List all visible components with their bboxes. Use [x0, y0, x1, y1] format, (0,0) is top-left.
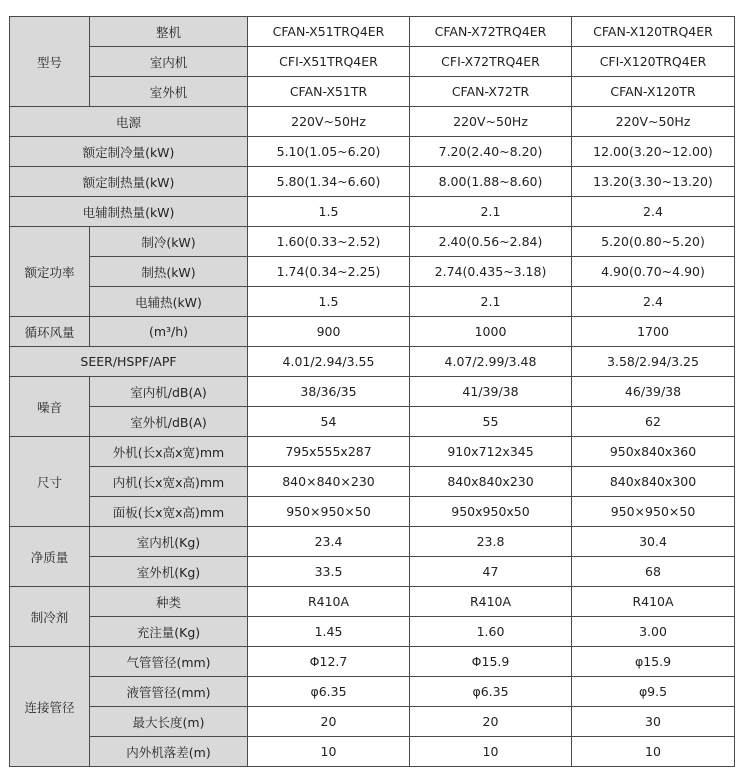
value-cell: 840×840×230	[248, 467, 410, 497]
value-cell: 23.4	[248, 527, 410, 557]
row-label: 制冷(kW)	[90, 227, 248, 257]
value-cell: 1.5	[248, 287, 410, 317]
value-cell: CFAN-X72TR	[410, 77, 572, 107]
value-cell: 840x840x230	[410, 467, 572, 497]
value-cell: CFI-X120TRQ4ER	[572, 47, 735, 77]
value-cell: φ6.35	[248, 677, 410, 707]
group-label: 制冷剂	[10, 587, 90, 647]
value-cell: 8.00(1.88~8.60)	[410, 167, 572, 197]
row-label: 整机	[90, 17, 248, 47]
value-cell: 2.4	[572, 287, 735, 317]
value-cell: 220V~50Hz	[248, 107, 410, 137]
value-cell: 950x950x50	[410, 497, 572, 527]
row-label: 电辅制热量(kW)	[10, 197, 248, 227]
value-cell: R410A	[572, 587, 735, 617]
row-label: 内机(长x宽x高)mm	[90, 467, 248, 497]
row-label: 电辅热(kW)	[90, 287, 248, 317]
value-cell: 840x840x300	[572, 467, 735, 497]
row-label: SEER/HSPF/APF	[10, 347, 248, 377]
value-cell: 2.1	[410, 287, 572, 317]
value-cell: 2.40(0.56~2.84)	[410, 227, 572, 257]
row-label: 液管管径(mm)	[90, 677, 248, 707]
value-cell: 7.20(2.40~8.20)	[410, 137, 572, 167]
table-row	[10, 467, 735, 497]
group-label: 循环风量	[10, 317, 90, 347]
table-row	[10, 527, 735, 557]
value-cell: 220V~50Hz	[572, 107, 735, 137]
group-label: 净质量	[10, 527, 90, 587]
value-cell: 46/39/38	[572, 377, 735, 407]
group-label: 连接管径	[10, 647, 90, 767]
value-cell: 10	[572, 737, 735, 767]
value-cell: 47	[410, 557, 572, 587]
row-label: 额定制冷量(kW)	[10, 137, 248, 167]
row-label: 气管管径(mm)	[90, 647, 248, 677]
value-cell: 5.20(0.80~5.20)	[572, 227, 735, 257]
spec-table-body	[10, 17, 735, 767]
value-cell: 30.4	[572, 527, 735, 557]
table-row	[10, 647, 735, 677]
value-cell: 10	[248, 737, 410, 767]
table-row	[10, 137, 735, 167]
value-cell: 12.00(3.20~12.00)	[572, 137, 735, 167]
table-row	[10, 257, 735, 287]
value-cell: 38/36/35	[248, 377, 410, 407]
value-cell: 62	[572, 407, 735, 437]
value-cell: 5.10(1.05~6.20)	[248, 137, 410, 167]
value-cell: 3.58/2.94/3.25	[572, 347, 735, 377]
value-cell: 950x840x360	[572, 437, 735, 467]
table-row	[10, 677, 735, 707]
value-cell: 1.45	[248, 617, 410, 647]
value-cell: 55	[410, 407, 572, 437]
table-row	[10, 737, 735, 767]
value-cell: φ15.9	[572, 647, 735, 677]
row-label: 室内机	[90, 47, 248, 77]
value-cell: 41/39/38	[410, 377, 572, 407]
table-row	[10, 437, 735, 467]
value-cell: 950×950×50	[248, 497, 410, 527]
value-cell: 10	[410, 737, 572, 767]
group-label: 型号	[10, 17, 90, 107]
value-cell: CFI-X51TRQ4ER	[248, 47, 410, 77]
table-row	[10, 497, 735, 527]
value-cell: R410A	[248, 587, 410, 617]
value-cell: 4.90(0.70~4.90)	[572, 257, 735, 287]
value-cell: 13.20(3.30~13.20)	[572, 167, 735, 197]
table-row	[10, 47, 735, 77]
value-cell: CFAN-X120TR	[572, 77, 735, 107]
value-cell: Φ12.7	[248, 647, 410, 677]
value-cell: 1000	[410, 317, 572, 347]
table-row	[10, 107, 735, 137]
value-cell: CFAN-X72TRQ4ER	[410, 17, 572, 47]
row-label: 外机(长x高x宽)mm	[90, 437, 248, 467]
row-label: 电源	[10, 107, 248, 137]
row-label: 内外机落差(m)	[90, 737, 248, 767]
value-cell: CFI-X72TRQ4ER	[410, 47, 572, 77]
table-row	[10, 197, 735, 227]
group-label: 噪音	[10, 377, 90, 437]
value-cell: φ6.35	[410, 677, 572, 707]
value-cell: 1700	[572, 317, 735, 347]
value-cell: 4.07/2.99/3.48	[410, 347, 572, 377]
row-label: 室外机/dB(A)	[90, 407, 248, 437]
value-cell: Φ15.9	[410, 647, 572, 677]
value-cell: 1.60(0.33~2.52)	[248, 227, 410, 257]
value-cell: 3.00	[572, 617, 735, 647]
table-row	[10, 17, 735, 47]
value-cell: 20	[248, 707, 410, 737]
table-row	[10, 707, 735, 737]
table-row	[10, 77, 735, 107]
group-label: 额定功率	[10, 227, 90, 317]
value-cell: R410A	[410, 587, 572, 617]
table-row	[10, 587, 735, 617]
row-label: 最大长度(m)	[90, 707, 248, 737]
value-cell: 23.8	[410, 527, 572, 557]
value-cell: 2.74(0.435~3.18)	[410, 257, 572, 287]
value-cell: 30	[572, 707, 735, 737]
row-label: 额定制热量(kW)	[10, 167, 248, 197]
value-cell: 910x712x345	[410, 437, 572, 467]
row-label: 充注量(Kg)	[90, 617, 248, 647]
row-label: 制热(kW)	[90, 257, 248, 287]
table-row	[10, 287, 735, 317]
value-cell: 54	[248, 407, 410, 437]
table-row	[10, 227, 735, 257]
value-cell: 20	[410, 707, 572, 737]
table-row	[10, 167, 735, 197]
row-label: 种类	[90, 587, 248, 617]
value-cell: CFAN-X51TRQ4ER	[248, 17, 410, 47]
value-cell: 2.1	[410, 197, 572, 227]
value-cell: 900	[248, 317, 410, 347]
value-cell: CFAN-X120TRQ4ER	[572, 17, 735, 47]
value-cell: 68	[572, 557, 735, 587]
row-label: 室外机(Kg)	[90, 557, 248, 587]
value-cell: 1.60	[410, 617, 572, 647]
value-cell: 1.74(0.34~2.25)	[248, 257, 410, 287]
row-label: 室外机	[90, 77, 248, 107]
table-row	[10, 557, 735, 587]
row-label: 面板(长x宽x高)mm	[90, 497, 248, 527]
value-cell: 2.4	[572, 197, 735, 227]
table-row	[10, 347, 735, 377]
row-label: 室内机(Kg)	[90, 527, 248, 557]
table-row	[10, 407, 735, 437]
value-cell: 950×950×50	[572, 497, 735, 527]
table-row	[10, 317, 735, 347]
table-row	[10, 377, 735, 407]
value-cell: 220V~50Hz	[410, 107, 572, 137]
value-cell: φ9.5	[572, 677, 735, 707]
value-cell: 4.01/2.94/3.55	[248, 347, 410, 377]
table-row	[10, 617, 735, 647]
value-cell: CFAN-X51TR	[248, 77, 410, 107]
value-cell: 1.5	[248, 197, 410, 227]
row-label: (m³/h)	[90, 317, 248, 347]
value-cell: 33.5	[248, 557, 410, 587]
group-label: 尺寸	[10, 437, 90, 527]
spec-table	[9, 16, 735, 767]
value-cell: 5.80(1.34~6.60)	[248, 167, 410, 197]
value-cell: 795x555x287	[248, 437, 410, 467]
row-label: 室内机/dB(A)	[90, 377, 248, 407]
